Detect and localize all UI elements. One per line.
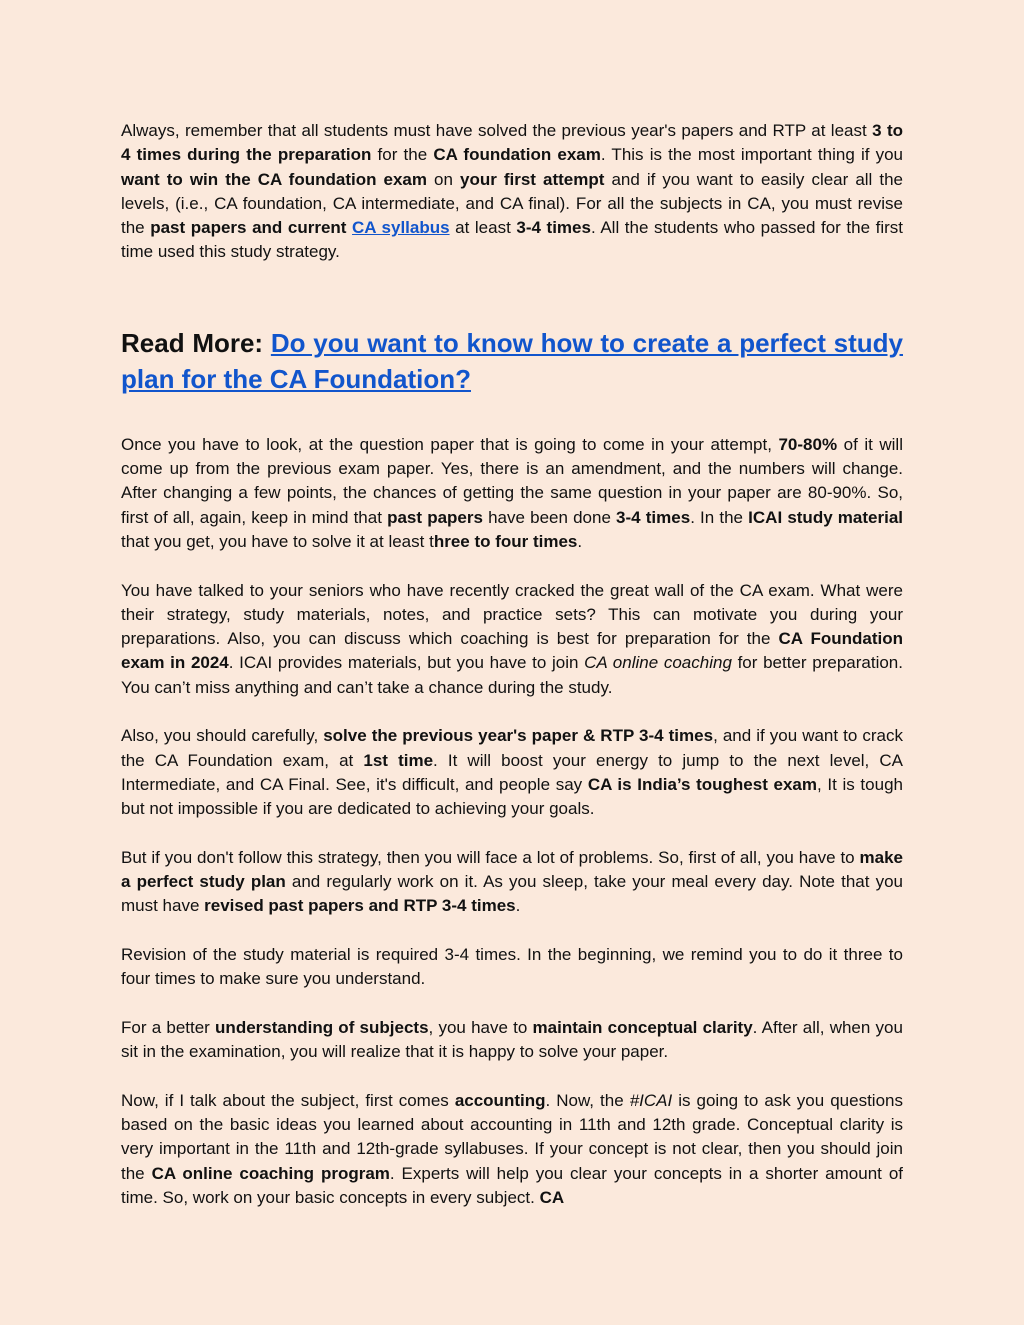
text: But if you don't follow this strategy, then you will face a lot of problems. So, first of all, you have to: [121, 847, 860, 867]
bold-text: revised past papers and RTP 3-4 times: [204, 896, 516, 916]
text: Revision of the study material is required 3-4 times. In the beginning, we remind you to do it three to four times to make sure you understand.: [121, 945, 903, 989]
paragraph-4: [121, 724, 903, 821]
ca-syllabus-link[interactable]: CA syllabus: [352, 218, 450, 238]
text: of it will come up from the previous exam paper. Yes, there is an amendment, and the numbers will change. After changing a few points, the chances of getting the same question in your paper are 80-90%. So, first of all, again, keep in mind that: [121, 434, 903, 527]
bold-text: CA Foundation exam in 2024: [121, 629, 903, 673]
text: . All the students who passed for the first time used this study strategy.: [121, 218, 904, 262]
bold-text: hree to four times: [433, 531, 578, 551]
bold-text: solve the previous year's paper & RTP 3-4 times: [323, 726, 714, 746]
text: . Now, the: [545, 1090, 630, 1110]
paragraph-5: [121, 846, 903, 919]
text: , and if you want to crack the CA Foundation exam, at: [121, 726, 903, 770]
bold-text: ICAI study material: [748, 507, 904, 527]
bold-text: maintain conceptual clarity: [532, 1017, 753, 1037]
text: .: [515, 896, 521, 916]
bold-text: CA foundation exam: [433, 145, 601, 165]
bold-text: understanding of subjects: [215, 1017, 429, 1037]
bold-text: past papers: [387, 507, 483, 527]
bold-text: make a perfect study plan: [121, 847, 903, 892]
text: . Experts will help you clear your concepts in a shorter amount of time. So, work on your basic concepts in every subject.: [121, 1163, 903, 1207]
bold-text: accounting: [454, 1090, 546, 1110]
text: Always, remember that all students must have solved the previous year's papers and RTP at least: [121, 121, 873, 140]
bold-text: CA online coaching program: [151, 1163, 390, 1183]
text: is going to ask you questions based on the basic ideas you learned about accounting in 11th and 12th grade. Conceptual clarity is very important in the 11th and 12th-grade syllabuses. If your concept is not clear, then you should join the: [121, 1090, 903, 1183]
read-more-label: Read More:: [121, 327, 271, 358]
text: .: [577, 531, 583, 551]
bold-text: 1st time: [363, 750, 434, 770]
text: You have talked to your seniors who have recently cracked the great wall of the CA exam. What were their strategy, study materials, notes, and practice sets? This can motivate you during your preparations. Also, you can discuss which coaching is best for preparation for the: [121, 580, 903, 649]
text: and regularly work on it. As you sleep, take your meal every day. Note that you must have: [121, 872, 903, 916]
text: have been done: [482, 507, 617, 527]
bold-text: CA is India’s toughest exam: [587, 774, 818, 794]
text: for the: [371, 145, 434, 165]
document-body: [121, 119, 903, 1210]
text: on: [427, 169, 460, 189]
study-plan-link[interactable]: Do you want to know how to create a perfect study plan for the CA Foundation?: [121, 327, 903, 394]
bold-text: 3 to 4 times during the preparation: [121, 121, 903, 165]
italic-text: #ICAI: [629, 1090, 673, 1110]
paragraph-8: [121, 1089, 903, 1210]
text: for better preparation. You can’t miss anything and can’t take a chance during the study.: [121, 653, 903, 697]
text: Now, if I talk about the subject, first comes: [121, 1090, 455, 1110]
bold-text: past papers and current: [150, 218, 353, 238]
text: that you get, you have to solve it at least t: [121, 531, 434, 551]
text: , It is tough but not impossible if you are dedicated to achieving your goals.: [121, 774, 903, 819]
paragraph-3: [121, 579, 903, 700]
text: , you have to: [428, 1017, 533, 1037]
italic-text: CA online coaching: [584, 653, 732, 673]
bold-text: 70-80%: [778, 434, 838, 454]
text: . After all, when you sit in the examination, you will realize that it is happy to solve your paper.: [121, 1017, 903, 1062]
bold-text: 3-4 times: [516, 218, 591, 238]
paragraph-1: [121, 119, 903, 265]
paragraph-7: [121, 1016, 903, 1065]
text: . It will boost your energy to jump to the next level, CA Intermediate, and CA Final. See, it's difficult, and people say: [121, 750, 903, 794]
paragraph-6: [121, 943, 903, 992]
text: . ICAI provides materials, but you have to join: [228, 653, 585, 673]
bold-text: 3-4 times: [616, 507, 691, 527]
text: . This is the most important thing if you: [600, 145, 904, 165]
text: at least: [449, 218, 517, 238]
text: Also, you should carefully,: [121, 726, 324, 746]
text: and if you want to easily clear all the levels, (i.e., CA foundation, CA intermediate, and CA final). For all the subjects in CA, you must revise the: [121, 169, 904, 238]
text: Once you have to look, at the question paper that is going to come in your attempt,: [121, 434, 779, 454]
text: . In the: [690, 507, 749, 527]
bold-text: CA: [539, 1187, 565, 1207]
bold-text: your first attempt: [459, 169, 605, 189]
bold-text: want to win the CA foundation exam: [121, 169, 427, 189]
text: For a better: [121, 1017, 216, 1037]
paragraph-2: [121, 433, 903, 554]
read-more-heading: [121, 325, 903, 397]
